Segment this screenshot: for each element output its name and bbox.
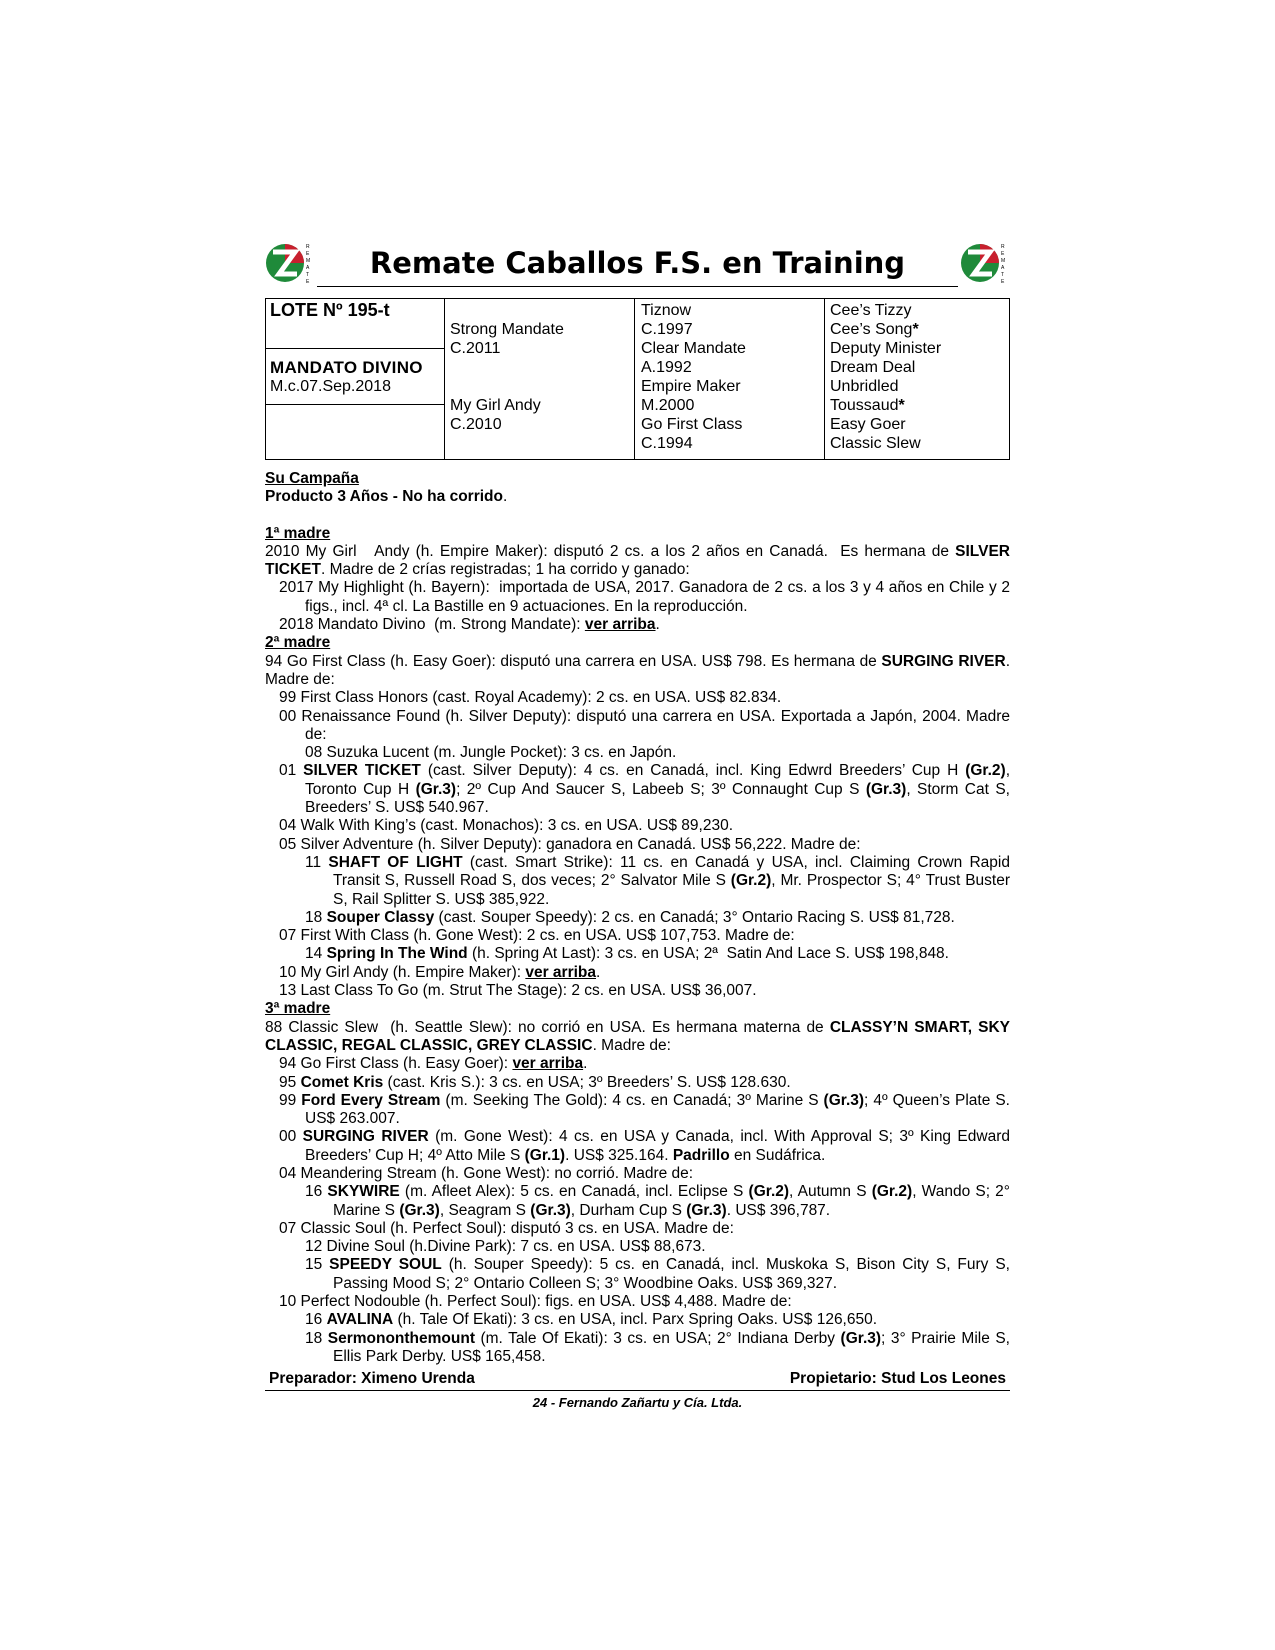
- produce-entry: 16 AVALINA (h. Tale Of Ekati): 3 cs. en USA, incl. Parx Spring Oaks. US$ 126,650.: [305, 1311, 878, 1329]
- pedigree-divider: [824, 299, 825, 459]
- imported-star: *: [898, 397, 905, 414]
- grandparent-info: A.1992: [641, 359, 692, 376]
- svg-text:T: T: [1001, 272, 1005, 278]
- svg-text:R: R: [1001, 244, 1005, 250]
- trainer: Preparador: Ximeno Urenda: [269, 1370, 475, 1388]
- produce-entry: 95 Comet Kris (cast. Kris S.): 3 cs. en USA; 3º Breeders’ S. US$ 128.630.: [279, 1073, 791, 1091]
- svg-text:A: A: [1001, 265, 1005, 271]
- produce-entry: 18 Souper Classy (cast. Souper Speedy): 2 cs. en Canadá; 3° Ontario Racing S. US$ 81,728.: [305, 908, 955, 926]
- footer-credits: [265, 1366, 1010, 1391]
- pedigree-col-great-grandparents: [830, 301, 1010, 453]
- produce-entry: 99 First Class Honors (cast. Royal Academy): 2 cs. en USA. US$ 82.834.: [279, 689, 782, 707]
- svg-text:A: A: [306, 265, 310, 271]
- page-footer: 24 - Fernando Zañartu y Cía. Ltda.: [532, 1395, 743, 1411]
- header-rule: [317, 286, 958, 287]
- pedigree-col-parents: [450, 301, 630, 434]
- grandparent: Tiznow: [641, 302, 692, 319]
- see-above-link[interactable]: ver arriba: [525, 963, 597, 981]
- pedigree-divider: [634, 299, 635, 459]
- produce-entry: 2017 My Highlight (h. Bayern): importada de USA, 2017. Ganadora de 2 cs. a los 3 y 4 años en Chile y 2 figs., incl. 4ª cl. La Bastille en 9 actuaciones. En la reproducción.: [279, 579, 1010, 615]
- grandparent: Go First Class: [641, 416, 743, 433]
- owner: Propietario: Stud Los Leones: [789, 1370, 1006, 1388]
- produce-entry: 14 Spring In The Wind (h. Spring At Last): 3 cs. en USA; 2ª Satin And Lace S. US$ 198,848.: [305, 945, 949, 963]
- great-grandparent: Unbridled: [830, 378, 899, 395]
- produce-entry: 12 Divine Soul (h.Divine Park): 7 cs. en USA. US$ 88,673.: [305, 1238, 706, 1256]
- great-grandparent: Cee’s Song: [830, 321, 913, 338]
- produce-entry: 11 SHAFT OF LIGHT (cast. Smart Strike): 11 cs. en Canadá y USA, incl. Claiming Crown Rapid Transit S, Russell Road S, dos veces; 2° Salvator Mile S (Gr.2), Mr. Prospector S; 4° Trust Buster S, Rail Splitter S. US$ 385,922.: [305, 853, 1010, 908]
- first-dam-heading: 1ª madre: [265, 524, 331, 542]
- pedigree-rule: [266, 348, 444, 349]
- campaign-text: Producto 3 Años - No ha corrido.: [265, 488, 508, 506]
- great-grandparent: Toussaud: [830, 397, 899, 414]
- produce-entry: 04 Walk With King’s (cast. Monachos): 3 cs. en USA. US$ 89,230.: [279, 817, 734, 835]
- grandparent-info: C.1997: [641, 321, 693, 338]
- produce-entry: 10 My Girl Andy (h. Empire Maker): ver arriba.: [279, 963, 601, 981]
- great-grandparent: Cee’s Tizzy: [830, 302, 912, 319]
- page-title: Remate Caballos F.S. en Training: [369, 246, 906, 280]
- third-dam-heading: 3ª madre: [265, 1000, 331, 1018]
- pedigree-divider: [444, 299, 445, 459]
- lot-number: LOTE Nº 195-t: [270, 300, 390, 320]
- second-dam-heading: 2ª madre: [265, 634, 331, 652]
- see-above-link[interactable]: ver arriba: [512, 1055, 584, 1073]
- first-dam-text: 2010 My Girl Andy (h. Empire Maker): disputó 2 cs. a los 2 años en Canadá. Es hermana de SILVER TICKET. Madre de 2 crías registradas; 1 ha corrido y ganado:: [265, 542, 1010, 579]
- great-grandparent: Classic Slew: [830, 435, 921, 452]
- produce-entry: 05 Silver Adventure (h. Silver Deputy): ganadora en Canadá. US$ 56,222. Madre de:: [279, 835, 861, 853]
- see-above-link[interactable]: ver arriba: [584, 616, 656, 634]
- produce-entry: 10 Perfect Nodouble (h. Perfect Soul): figs. en USA. US$ 4,488. Madre de:: [279, 1293, 792, 1311]
- produce-entry: 07 First With Class (h. Gone West): 2 cs. en USA. US$ 107,753. Madre de:: [279, 927, 795, 945]
- produce-entry: 2018 Mandato Divino (m. Strong Mandate): ver arriba.: [279, 616, 660, 634]
- produce-entry: 08 Suzuka Lucent (m. Jungle Pocket): 3 cs. en Japón.: [305, 744, 677, 762]
- produce-entry: 13 Last Class To Go (m. Strut The Stage): 2 cs. en USA. US$ 36,007.: [279, 982, 757, 1000]
- produce-entry: 00 Renaissance Found (h. Silver Deputy): disputó una carrera en USA. Exportada a Japón, 2004. Madre de:: [279, 707, 1010, 743]
- campaign-heading: Su Campaña: [265, 470, 359, 487]
- page-header: [265, 238, 1010, 298]
- grandparent-info: C.1994: [641, 435, 693, 452]
- produce-entry: 99 Ford Every Stream (m. Seeking The Gold): 4 cs. en Canadá; 3º Marine S (Gr.3); 4º Queen’s Plate S. US$ 263.007.: [279, 1091, 1010, 1128]
- svg-text:M: M: [306, 258, 311, 264]
- pedigree-col-grandparents: [641, 301, 821, 453]
- grandparent: Clear Mandate: [641, 340, 746, 357]
- sire-info: C.2011: [450, 340, 501, 357]
- produce-entry: 01 SILVER TICKET (cast. Silver Deputy): 4 cs. en Canadá, incl. King Edwrd Breeders’ Cup H (Gr.2), Toronto Cup H (Gr.3); 2º Cup And Saucer S, Labeeb S; 3º Connaught Cup S (Gr.3), Storm Cat S, Breeders’ S. US$ 540.967.: [279, 762, 1011, 817]
- zanartu-logo: [960, 238, 1010, 288]
- svg-text:E: E: [1001, 279, 1005, 285]
- horse-name: MANDATO DIVINO: [270, 358, 423, 377]
- imported-star: *: [912, 321, 919, 338]
- dam-name: My Girl Andy: [450, 397, 541, 414]
- zanartu-logo: [265, 238, 315, 288]
- pedigree-table: [265, 298, 1010, 460]
- produce-entry: 00 SURGING RIVER (m. Gone West): 4 cs. en USA y Canada, incl. With Approval S; 3º King Edward Breeders’ Cup H; 4º Atto Mile S (Gr.1). US$ 325.164. Padrillo en Sudáfrica.: [279, 1128, 1010, 1164]
- produce-entry: 94 Go First Class (h. Easy Goer): ver arriba.: [279, 1055, 588, 1073]
- third-dam-text: 88 Classic Slew (h. Seattle Slew): no corrió en USA. Es hermana materna de CLASSY’N SMART, SKY CLASSIC, REGAL CLASSIC, GREY CLASSIC. Madre de:: [265, 1018, 1010, 1054]
- produce-entry: 18 Sermononthemount (m. Tale Of Ekati): 3 cs. en USA; 2° Indiana Derby (Gr.3); 3° Prairie Mile S, Ellis Park Derby. US$ 165,458.: [305, 1329, 1010, 1365]
- horse-birth: M.c.07.Sep.2018: [270, 378, 391, 395]
- great-grandparent: Dream Deal: [830, 359, 916, 376]
- grandparent: Empire Maker: [641, 378, 741, 395]
- svg-text:E: E: [306, 279, 310, 285]
- svg-text:T: T: [306, 272, 310, 278]
- catalog-page: [265, 238, 1010, 1410]
- svg-text:E: E: [306, 251, 310, 257]
- sire-name: Strong Mandate: [450, 321, 564, 338]
- second-dam-text: 94 Go First Class (h. Easy Goer): disputó una carrera en USA. US$ 798. Es hermana de SURGING RIVER. Madre de:: [265, 652, 1010, 688]
- produce-entry: 04 Meandering Stream (h. Gone West): no corrió. Madre de:: [279, 1164, 694, 1182]
- svg-text:R: R: [306, 244, 310, 250]
- svg-text:M: M: [1001, 258, 1006, 264]
- great-grandparent: Deputy Minister: [830, 340, 942, 357]
- produce-entry: 16 SKYWIRE (m. Afleet Alex): 5 cs. en Canadá, incl. Eclipse S (Gr.2), Autumn S (Gr.2), Wando S; 2° Marine S (Gr.3), Seagram S (Gr.3), Durham Cup S (Gr.3). US$ 396,787.: [305, 1183, 1010, 1219]
- produce-entry: 07 Classic Soul (h. Perfect Soul): disputó 3 cs. en USA. Madre de:: [279, 1219, 734, 1237]
- horse-description: [265, 470, 1010, 1366]
- svg-text:E: E: [1001, 251, 1005, 257]
- produce-entry: 15 SPEEDY SOUL (h. Souper Speedy): 5 cs. en Canadá, incl. Muskoka S, Bison City S, Fury S, Passing Mood S; 2° Ontario Colleen S; 3° Woodbine Oaks. US$ 369,327.: [305, 1256, 1010, 1292]
- great-grandparent: Easy Goer: [830, 416, 906, 433]
- grandparent-info: M.2000: [641, 397, 695, 414]
- dam-info: C.2010: [450, 416, 502, 433]
- pedigree-rule: [266, 404, 444, 405]
